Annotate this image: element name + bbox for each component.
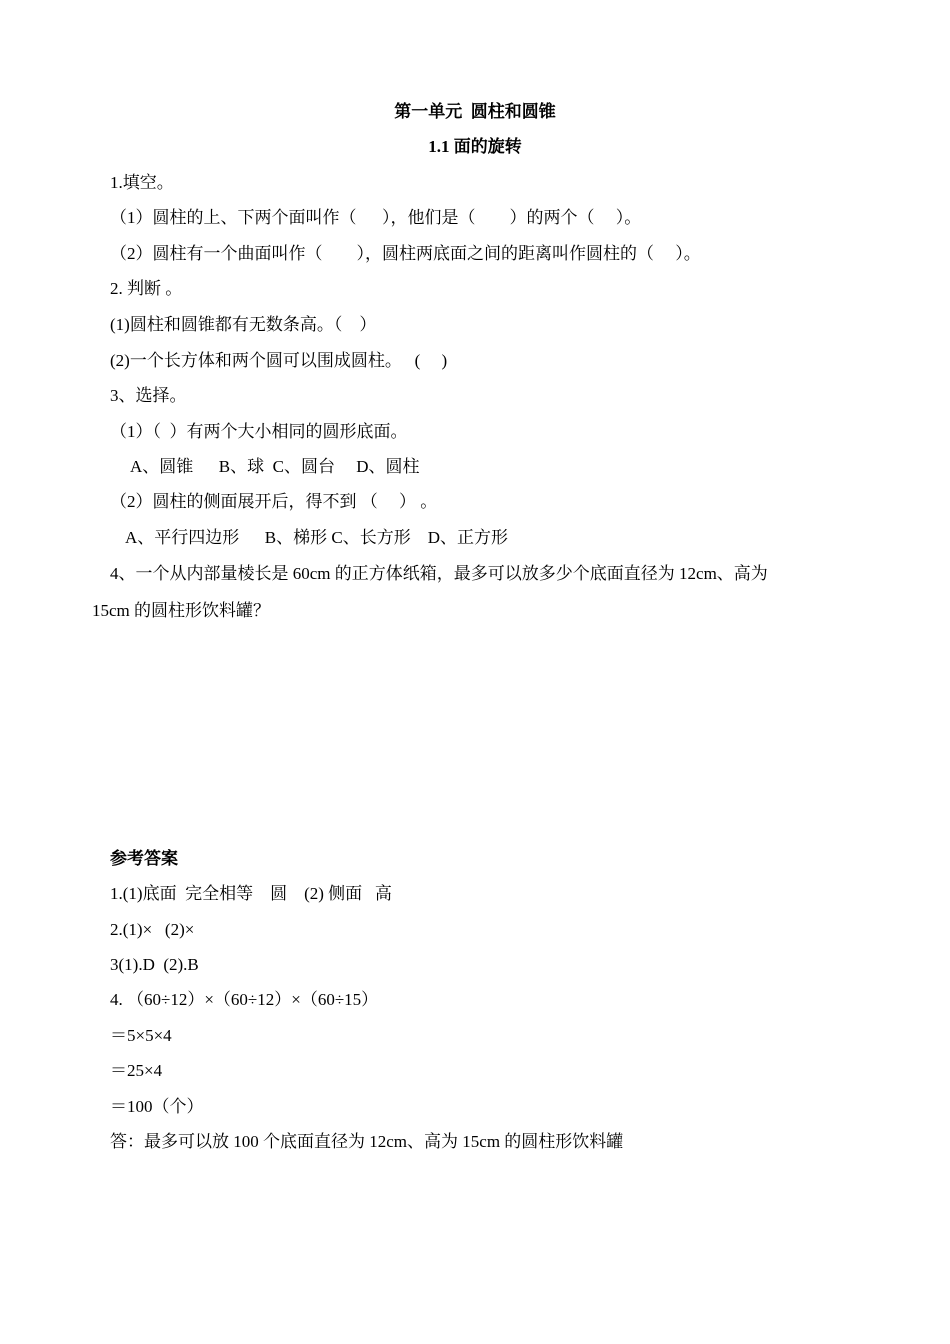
question-4-line-2: 15cm 的圆柱形饮料罐？ bbox=[92, 601, 271, 620]
answer-4-line-4: ＝100（个） bbox=[110, 1097, 204, 1116]
document-subtitle: 1.1 面的旋转 bbox=[428, 137, 522, 156]
document-title: 第一单元 圆柱和圆锥 bbox=[394, 102, 556, 121]
question-3-1: （1）（ ）有两个大小相同的圆形底面。 bbox=[110, 422, 408, 441]
answer-2: 2.(1)× (2)× bbox=[110, 920, 195, 939]
answer-4-line-5: 答：最多可以放 100 个底面直径为 12cm、高为 15cm 的圆柱形饮料罐 bbox=[110, 1132, 624, 1151]
question-4-line-1: 4、一个从内部量棱长是 60cm 的正方体纸箱，最多可以放多少个底面直径为 12cm、高为 bbox=[110, 564, 768, 583]
question-3-2-options: A、平行四边形 B、梯形 C、长方形 D、正方形 bbox=[125, 528, 508, 547]
question-2-1: (1)圆柱和圆锥都有无数条高。（ ） bbox=[110, 315, 377, 334]
answer-1: 1.(1)底面 完全相等 圆 (2) 侧面 高 bbox=[110, 884, 392, 903]
question-3-1-options: A、圆锥 B、球 C、圆台 D、圆柱 bbox=[130, 457, 420, 476]
question-2-2: (2)一个长方体和两个圆可以围成圆柱。 ( ) bbox=[110, 351, 448, 370]
question-1-heading: 1.填空。 bbox=[110, 173, 174, 192]
answer-3: 3(1).D (2).B bbox=[110, 955, 199, 974]
question-1-2: （2）圆柱有一个曲面叫作（ ），圆柱两底面之间的距离叫作圆柱的（ ）。 bbox=[110, 244, 701, 263]
question-3-heading: 3、选择。 bbox=[110, 386, 187, 405]
answer-4-line-2: ＝5×5×4 bbox=[110, 1026, 172, 1045]
answer-4-line-3: ＝25×4 bbox=[110, 1061, 163, 1080]
question-2-heading: 2. 判断 。 bbox=[110, 279, 183, 298]
answer-4-line-1: 4. （60÷12）×（60÷12）×（60÷15） bbox=[110, 990, 379, 1009]
answers-heading: 参考答案 bbox=[110, 849, 178, 868]
question-1-1: （1）圆柱的上、下两个面叫作（ ），他们是（ ）的两个（ ）。 bbox=[110, 208, 642, 227]
question-3-2: （2）圆柱的侧面展开后，得不到 （ ） 。 bbox=[110, 492, 438, 511]
